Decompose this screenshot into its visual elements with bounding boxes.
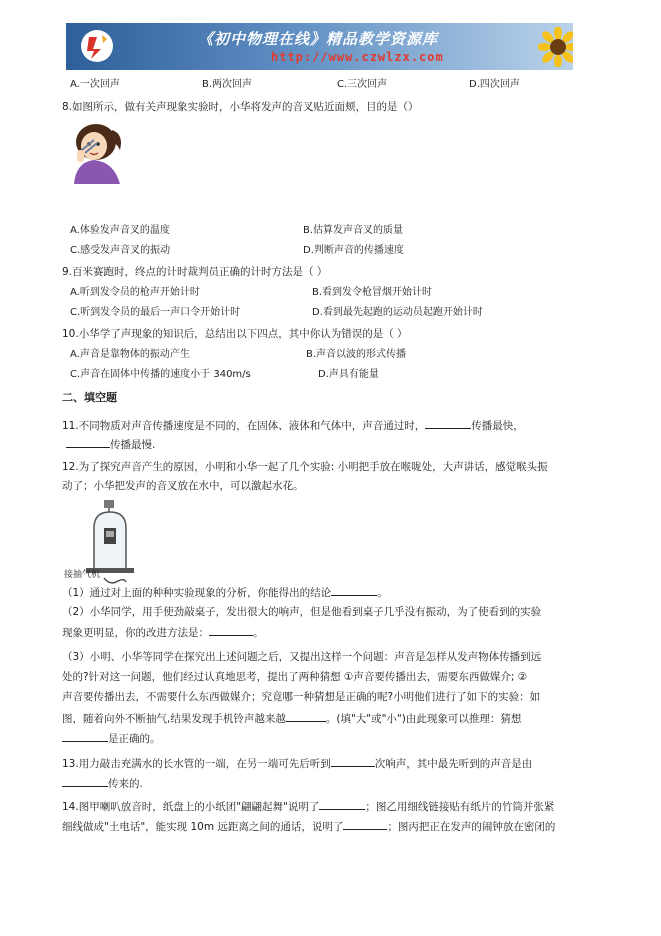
q12-part-2a: （2）小华同学，用手使劲敲桌子，发出很大的响声，但是他看到桌子几乎没有振动，为了使看到的实验 <box>62 606 542 618</box>
q14-text-c: 细线做成"土电话"，能实现 10m 远距离之间的通话，说明了 <box>62 821 344 833</box>
q10-option-d: D.声具有能量 <box>318 369 379 380</box>
q14-text-a: 14.图甲喇叭放音时，纸盘上的小纸团"翩翩起舞"说明了 <box>62 801 320 813</box>
q11-text-a: 11.不同物质对声音传播速度是不同的，在固体、液体和气体中，声音通过时， <box>62 420 426 432</box>
q9-stem: 9.百米赛跑时，终点的计时裁判员正确的计时方法是（ ） <box>62 266 328 278</box>
logo-icon <box>80 29 114 63</box>
q12-p3d-text-a: 图，随着向外不断抽气,结果发现手机铃声越来越 <box>62 713 286 725</box>
section-title-fill-in: 二、填空题 <box>62 391 117 404</box>
q10-option-b: B.声音以波的形式传播 <box>306 349 407 360</box>
q9-option-a: A.听到发令员的枪声开始计时 <box>70 287 200 298</box>
q12-blank-1[interactable] <box>331 585 377 596</box>
q12-line-2: 动了；小华把发声的音叉放在水中，可以激起水花。 <box>62 480 304 492</box>
q12-blank-3[interactable] <box>286 711 326 722</box>
q7-option-d: D.四次回声 <box>469 79 520 90</box>
girl-tuning-fork-illustration <box>64 120 126 184</box>
q12-p3e-text: 是正确的。 <box>108 733 161 745</box>
q13-blank-1[interactable] <box>331 756 375 767</box>
q14-line-2 <box>62 819 555 834</box>
q10-option-a: A.声音是靠物体的振动产生 <box>70 349 190 360</box>
q13-text-c: 传来的. <box>108 778 143 790</box>
bell-jar-illustration <box>84 500 136 574</box>
q14-text-b: ；图乙用细线链接贴有纸片的竹筒并张紧 <box>365 801 555 813</box>
q7-option-a: A.一次回声 <box>70 79 120 90</box>
q12-part-2b <box>62 625 264 640</box>
q13-line-2 <box>62 776 143 791</box>
q8-stem: 8.如图所示，做有关声现象实验时，小华将发声的音叉贴近面颊，目的是（） <box>62 101 419 113</box>
q12-p1-text: （1）通过对上面的种种实验现象的分析，你能得出的结论 <box>62 587 332 599</box>
q12-p2-end: 。 <box>253 627 264 639</box>
q12-part-3c: 声音要传播出去，不需要什么东西做媒介；究竟哪一种猜想是正确的呢?小明他们进行了如下的实验：如 <box>62 691 541 703</box>
q13-blank-2[interactable] <box>62 776 108 787</box>
q14-line-1 <box>62 799 554 814</box>
q10-stem: 10.小华学了声现象的知识后，总结出以下四点，其中你认为错误的是（ ） <box>62 328 408 340</box>
q11-blank-1[interactable] <box>425 418 471 429</box>
q12-part-3d <box>62 711 521 726</box>
q12-p3d-text-b: 。(填"大"或"小")由此现象可以推理：猜想 <box>325 713 522 725</box>
q14-blank-1[interactable] <box>319 799 365 810</box>
q8-option-b: B.估算发声音叉的质量 <box>303 225 404 236</box>
q11-line-2 <box>66 437 155 452</box>
q12-part-3e <box>62 731 161 746</box>
q8-option-c: C.感受发声音叉的振动 <box>70 245 171 256</box>
q12-p2b-text: 现象更明显，你的改进方法是： <box>62 627 209 639</box>
q11-text-c: 传播最慢. <box>110 439 156 451</box>
pump-label: 接抽气机 <box>64 570 101 580</box>
q7-option-c: C.三次回声 <box>337 79 388 90</box>
header-banner <box>66 23 573 70</box>
q7-option-b: B.两次回声 <box>202 79 253 90</box>
q12-part-1 <box>62 585 388 600</box>
q9-option-d: D.看到最先起跑的运动员起跑开始计时 <box>312 307 483 318</box>
q11-line-1 <box>62 418 524 433</box>
banner-title: 《初中物理在线》精品教学资源库 <box>198 30 439 48</box>
q13-text-b: 次响声，其中最先听到的声音是由 <box>374 758 533 770</box>
q13-text-a: 13.用力敲击充满水的长水管的一端，在另一端可先后听到 <box>62 758 331 770</box>
sunflower-icon <box>538 27 573 67</box>
q12-part-3b: 处的?针对这一问题，他们经过认真地思考，提出了两种猜想 ①声音要传播出去，需要东西做媒介; ② <box>62 671 528 683</box>
q11-blank-2[interactable] <box>66 437 110 448</box>
q9-option-b: B.看到发令枪冒烟开始计时 <box>312 287 433 298</box>
q14-text-d: ；图丙把正在发声的闹钟放在密闭的 <box>387 821 556 833</box>
q14-blank-2[interactable] <box>343 819 387 830</box>
q8-option-d: D.判断声音的传播速度 <box>303 245 404 256</box>
q12-part-3a: （3）小明、小华等同学在探究出上述问题之后，又提出这样一个问题：声音是怎样从发声物体传播到远 <box>62 651 542 663</box>
q12-blank-2[interactable] <box>209 625 253 636</box>
q8-option-a: A.体验发声音叉的温度 <box>70 225 170 236</box>
q11-text-b: 传播最快， <box>471 420 524 432</box>
q13-line-1 <box>62 756 532 771</box>
q12-p1-end: 。 <box>377 587 388 599</box>
q10-option-c: C.声音在固体中传播的速度小于 340m/s <box>70 369 251 380</box>
banner-url[interactable]: http://www.czwlzx.com <box>271 50 444 64</box>
q12-blank-4[interactable] <box>62 731 108 742</box>
q9-option-c: C.听到发令员的最后一声口令开始计时 <box>70 307 241 318</box>
q12-line-1: 12.为了探究声音产生的原因，小明和小华一起了几个实验: 小明把手放在喉咙处，大声讲话，感觉喉头振 <box>62 461 548 473</box>
